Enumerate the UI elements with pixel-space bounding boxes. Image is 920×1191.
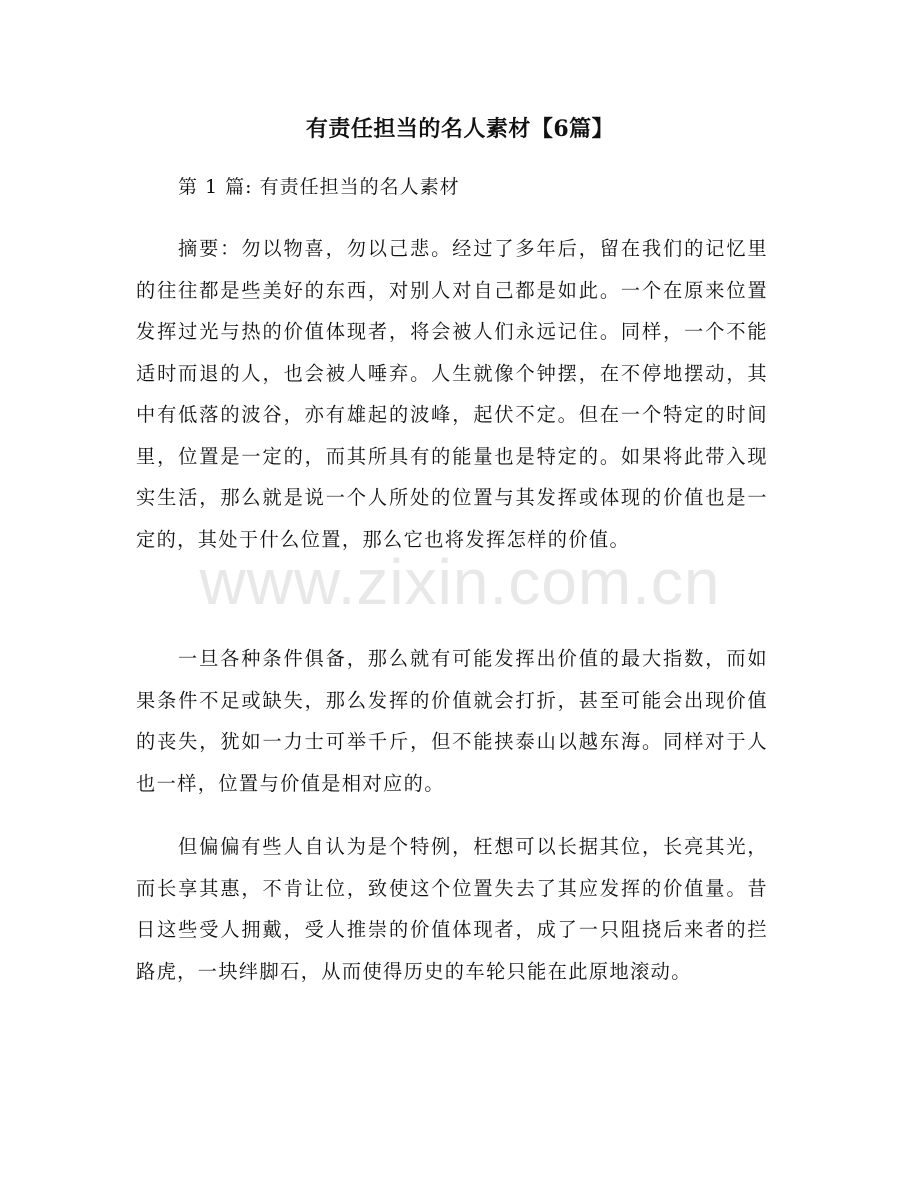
document-title: 有责任担当的名人素材【6篇】 [305, 116, 615, 142]
paragraph-abstract: 摘要：勿以物喜，勿以己悲。经过了多年后，留在我们的记忆里的往往都是些美好的东西，对别人对自己都是如此。一个在原来位置发挥过光与热的价值体现者，将会被人们永远记住。同样，一个不能适时而退的人，也会被人唾弃。人生就像个钟摆，在不停地摆动，其中有低落的波谷，亦有雄起的波峰，起伏不定。但在一个特定的时间里，位置是一定的，而其所具有的能量也是特定的。如果将此带入现实生活，那么就是说一个人所处的位置与其发挥或体现的价值也是一定的，其处于什么位置，那么它也将发挥怎样的价值。 [136, 237, 768, 551]
paragraph-conditions: 一旦各种条件俱备，那么就有可能发挥出价值的最大指数，而如果条件不足或缺失，那么发挥的价值就会打折，甚至可能会出现价值的丧失，犹如一力士可举千斤，但不能挟泰山以越东海。同样对于人也一样，位置与价值是相对应的。 [136, 647, 768, 795]
watermark: www.zixin.com.cn [199, 546, 721, 618]
paragraph-exceptions: 但偏偏有些人自认为是个特例，枉想可以长据其位，长亮其光，而长享其惠，不肯让位，致使这个位置失去了其应发挥的价值量。昔日这些受人拥戴，受人推崇的价值体现者，成了一只阻挠后来者的拦路虎，一块绊脚石，从而使得历史的车轮只能在此原地滚动。 [136, 835, 768, 983]
section-heading: 第 1 篇: 有责任担当的名人素材 [178, 176, 460, 198]
